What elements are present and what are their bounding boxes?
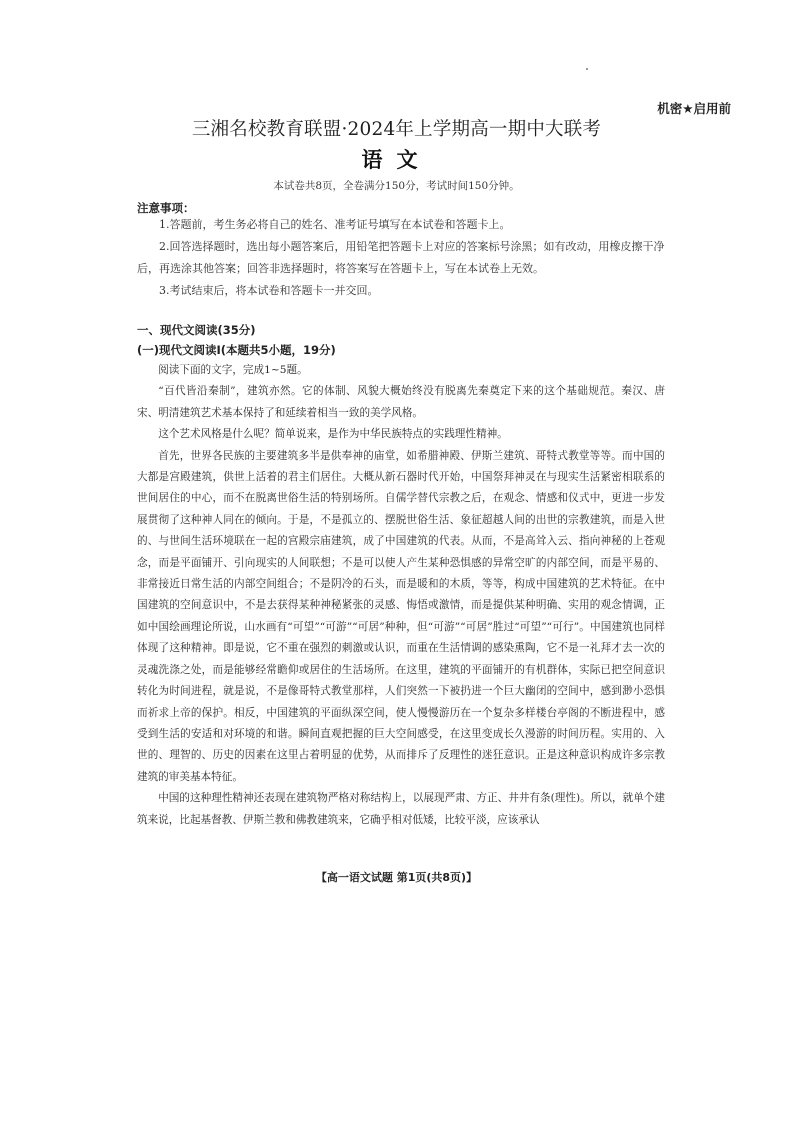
scan-speck <box>586 68 588 70</box>
confidential-label: 机密★启用前 <box>657 101 731 116</box>
notice-item-1 <box>137 214 665 236</box>
reading-passage <box>137 360 665 831</box>
passage-paragraph: 首先，世界各民族的主要建筑多半是供奉神的庙堂，如希腊神殿、伊斯兰建筑、哥特式教堂等等。而中国的大都是宫殿建筑，供世上活着的君主们居住。大概从新石器时代开始，中国祭拜神灵在与现实生活紧密相联系的世间居住的中心，而不在脱离世俗生活的特别场所。自儒学替代宗教之后，在观念、情感和仪式中，更进一步发展贯彻了这种神人同在的倾向。于是，不是孤立的、摆脱世俗生活、象征超越人间的出世的宗教建筑，而是入世的、与世间生活环境联在一起的宫殿宗庙建筑，成了中国建筑的代表。从而，不是高耸入云、指向神秘的上苍观念，而是平面铺开、引向现实的人间联想；不是可以使人产生某种恐惧感的异常空旷的内部空间，而是平易的、非常接近日常生活的内部空间组合；不是阴冷的石头，而是暖和的木质，等等，构成中国建筑的艺术特征。在中国建筑的空间意识中，不是去获得某种神秘紧张的灵感、悔悟或激情，而是提供某种明确、实用的观念情调，正如中国绘画理论所说，山水画有“可望”“可游”“可居”种种，但“可游”“可居”胜过“可望”“可行”。中国建筑也同样体现了这种精神。即是说，它不重在强烈的刺激或认识，而重在生活情调的感染熏陶，它不是一礼拜才去一次的灵魂洗涤之处，而是能够经常瞻仰或居住的生活场所。在这里，建筑的平面铺开的有机群体，实际已把空间意识转化为时间进程，就是说，不是像哥特式教堂那样，人们突然一下被扔进一个巨大幽闭的空间中，感到渺小恐惧而祈求上帝的保护。相反，中国建筑的平面纵深空间，使人慢慢游历在一个复杂多样楼台亭阁的不断进程中，感受到生活的安适和对环境的和谐。瞬间直观把握的巨大空间感受，在这里变成长久漫游的时间历程。实用的、入世的、理智的、历史的因素在这里占着明显的优势，从而排斥了反理性的迷狂意识。正是这种意识构成许多宗教建筑的审美基本特征。 <box>137 449 665 783</box>
notice-item-text: 1.答题前，考生务必将自己的姓名、准考证号填写在本试卷和答题卡上。 <box>159 218 511 231</box>
notice-item-text: 2.回答选择题时，选出每小题答案后，用铅笔把答题卡上对应的答案标号涂黑；如有改动，用橡皮擦干净后，再选涂其他答案；回答非选择题时，将答案写在答题卡上，写在本试卷上无效。 <box>137 240 665 275</box>
passage-paragraph: “百代皆沿秦制”，建筑亦然。它的体制、风貌大概始终没有脱离先秦奠定下来的这个基础规范。秦汉、唐宋、明清建筑艺术基本保持了和延续着相当一致的美学风格。 <box>137 385 665 419</box>
notice-item-2 <box>137 236 665 280</box>
passage-paragraph: 中国的这种理性精神还表现在建筑物严格对称结构上，以展现严肃、方正、井井有条(理性)。所以，就单个建筑来说，比起基督教、伊斯兰教和佛教建筑来，它确乎相对低矮，比较平淡，应该承认 <box>137 792 665 826</box>
notice-heading: 注意事项： <box>137 201 195 215</box>
notice-item-text: 3.考试结束后，将本试卷和答题卡一并交回。 <box>159 284 379 297</box>
exam-info: 本试卷共8页，全卷满分150分，考试时间150分钟。 <box>273 180 520 192</box>
passage-paragraph: 这个艺术风格是什么呢？简单说来，是作为中华民族特点的实践理性精神。 <box>158 428 508 441</box>
passage-paragraph: 阅读下面的文字，完成1~5题。 <box>158 364 308 376</box>
page-footer: 【高一语文试题 第1页(共8页)】 <box>315 871 478 884</box>
exam-title: 三湘名校教育联盟·2024年上学期高一期中大联考 <box>191 119 602 140</box>
section-heading: 一、现代文阅读(35分) <box>137 323 256 337</box>
subsection-heading: (一)现代文阅读Ⅰ(本题共5小题，19分) <box>137 343 336 357</box>
subject-title: 语文 <box>361 147 432 172</box>
notice-item-3 <box>137 280 665 302</box>
